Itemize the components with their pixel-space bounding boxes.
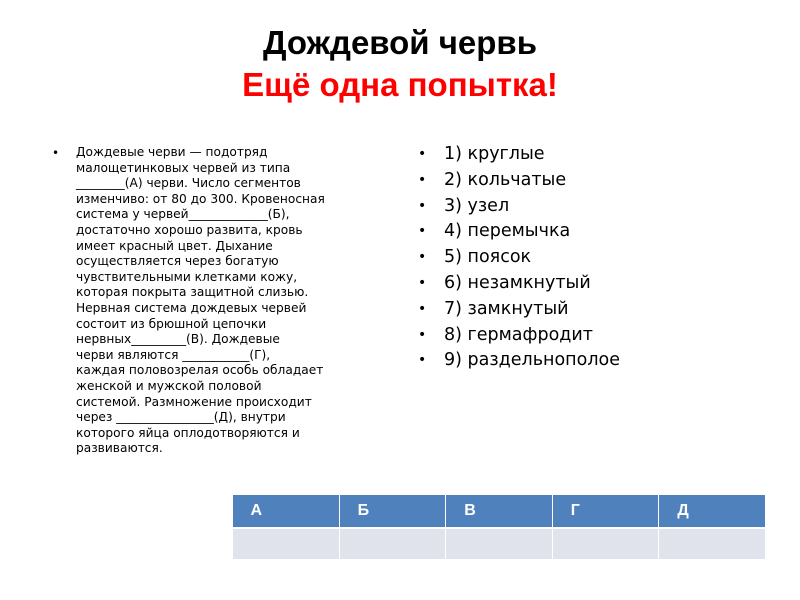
- bullet-icon: •: [418, 223, 427, 240]
- option-label: 3) узел: [444, 195, 510, 216]
- list-item: [418, 271, 778, 297]
- list-item: [418, 219, 778, 245]
- column-header-b: Б: [339, 495, 446, 529]
- option-label: 4) перемычка: [444, 221, 571, 242]
- answer-cell-v[interactable]: [446, 528, 553, 560]
- column-header-v: В: [446, 495, 553, 529]
- slide-title: [0, 22, 800, 106]
- passage-text: Дождевые черви — подотряд малощетинковых червей из типа ________(А) черви. Число сегментов изменчиво: от 80 до 300. Кровеносная система у червей_____________(Б), достаточно хорошо развита, кровь имеет красный цвет. Дыхание осуществляется через богатую чувствительными клетками кожу, которая покрыта защитной слизью. Нервная система дождевых червей состоит из брюшной цепочки нервных_________(В). Дождевые черви являются ___________(Г), каждая половозрелая особь обладает женской и мужской половой системой. Размножение происходит через ________________(Д), внутри которого яйца оплодотворяются и развиваются.: [76, 145, 325, 456]
- options-list: [418, 142, 778, 374]
- bullet-icon: •: [418, 352, 427, 369]
- option-label: 2) кольчатые: [444, 169, 567, 190]
- bullet-icon: •: [418, 274, 427, 291]
- page-subtitle: Ещё одна попытка!: [242, 66, 558, 103]
- list-item: [418, 297, 778, 323]
- list-item: [418, 168, 778, 194]
- option-label: 6) незамкнутый: [444, 272, 591, 293]
- table-row: [233, 528, 766, 560]
- option-label: 8) гермафродит: [444, 324, 593, 345]
- bullet-icon: •: [418, 326, 427, 343]
- bullet-icon: •: [418, 171, 427, 188]
- page-title: Дождевой червь: [262, 24, 538, 61]
- list-item: [418, 194, 778, 220]
- column-header-d: Д: [659, 495, 766, 529]
- list-item: [418, 323, 778, 349]
- option-label: 7) замкнутый: [444, 298, 569, 319]
- answer-cell-a[interactable]: [233, 528, 340, 560]
- table-header-row: [233, 495, 766, 529]
- bullet-icon: •: [418, 197, 427, 214]
- option-label: 5) поясок: [444, 247, 532, 268]
- bullet-icon: •: [418, 249, 427, 266]
- bullet-icon: •: [52, 146, 60, 160]
- answer-cell-d[interactable]: [659, 528, 766, 560]
- list-item: [418, 245, 778, 271]
- bullet-icon: •: [418, 146, 427, 162]
- answer-cell-b[interactable]: [339, 528, 446, 560]
- column-header-g: Г: [552, 495, 659, 529]
- list-item: [418, 142, 778, 168]
- list-item: [418, 348, 778, 374]
- column-header-a: А: [233, 495, 340, 529]
- option-label: 1) круглые: [444, 144, 545, 164]
- bullet-icon: •: [418, 300, 427, 317]
- answer-table: [232, 494, 766, 560]
- option-label: 9) раздельнополое: [444, 350, 620, 371]
- passage-block: [52, 145, 388, 457]
- answer-cell-g[interactable]: [552, 528, 659, 560]
